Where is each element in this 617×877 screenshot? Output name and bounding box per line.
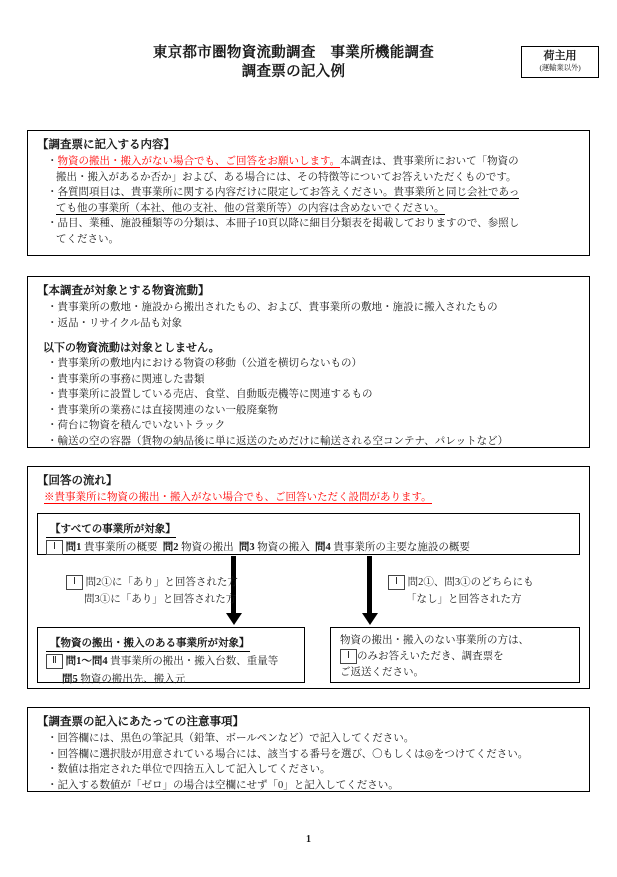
- roman-numeral-1-icon: Ⅰ: [340, 649, 357, 664]
- flow-red-note-text: ※貴事業所に物資の搬出・搬入がない場合でも、ご回答いただく設問があります。: [44, 492, 432, 503]
- section-filling-notes: [27, 707, 590, 792]
- flow-bottom-left-line1: [46, 654, 296, 670]
- flow-bottom-left-heading: 【物資の搬出・搬入のある事業所が対象】: [46, 636, 250, 652]
- notes-item: ・数値は指定された単位で四捨五入して記入してください。: [47, 764, 331, 775]
- contents-bullet-2-line2: ても他の事業所（本社、他の支社、他の営業所等）の内容は含めないでください。: [56, 202, 445, 214]
- branch-left-line1: 問2①に「あり」と回答された方: [85, 577, 238, 588]
- flow-arrow-right-down-icon: [367, 556, 372, 614]
- title-line-2: 調査票の記入例: [241, 64, 346, 80]
- flow-branch-left-condition: [66, 574, 266, 608]
- flow-box-offices-without-shipments: [330, 627, 580, 683]
- flow-bottom-right-line3: ご返送ください。: [340, 667, 424, 678]
- flow-box-all-offices: [37, 513, 580, 555]
- scope-exclude-item: ・輸送の空の容器（貨物の納品後に単に返送のためだけに輸送される空コンテナ、パレットなど）: [47, 435, 509, 447]
- form-type-badge: [521, 46, 599, 78]
- document-header: [0, 0, 617, 80]
- notes-item-0: 回答欄には、黒色の筆記具（鉛筆、ボールペンなど）で記入してください。: [57, 733, 415, 744]
- contents-bullet-1-rest: 本調査は、貴事業所において「物資の: [340, 156, 519, 167]
- bl-q-text-2: 物資の搬出先、搬入元: [80, 674, 186, 685]
- roman-numeral-2-icon: Ⅱ: [46, 654, 63, 669]
- q4-text: 貴事業所の主要な施設の概要: [333, 542, 470, 553]
- q2-text: 物資の搬出: [181, 542, 234, 553]
- notes-item: ・回答欄に選択肢が用意されている場合には、該当する番号を選び、〇もしくは◎をつけてください。: [47, 748, 529, 760]
- q4-label: 問4: [315, 542, 331, 553]
- flow-branch-right-condition: [388, 574, 588, 608]
- bl-q-label-2: 問5: [62, 674, 78, 685]
- q1-label: 問1: [65, 542, 82, 553]
- scope-exclude-item: ・荷台に物資を積んでいないトラック: [47, 420, 226, 431]
- section-survey-contents: [27, 130, 590, 256]
- flow-bottom-left-line2: [46, 672, 296, 688]
- contents-bullet-3-line1: 品目、業種、施設種類等の分類は、本冊子10頁以降に細目分類表を掲載しておりますので、参照し: [57, 218, 520, 229]
- branch-right-line2: 「なし」と回答された方: [406, 594, 522, 605]
- flow-bottom-right-line2: [340, 649, 571, 665]
- flow-top-heading: 【すべての事業所が対象】: [46, 522, 176, 538]
- scope-include-item: ・貴事業所の敷地・施設から搬出されたもの、および、貴事業所の敷地・施設に搬入されたもの: [47, 302, 498, 313]
- notes-item-2: 数値は指定された単位で四捨五入して記入してください。: [57, 764, 331, 775]
- bl-q-text-1: 貴事業所の搬出・搬入台数、重量等: [110, 656, 279, 667]
- flow-bottom-right-line2-rest: のみお答えいただき、調査票を: [357, 651, 504, 662]
- scope-exclude-1: 貴事業所の事務に関連した書類: [57, 373, 205, 385]
- bl-q-label-1: 問1～問4: [65, 656, 108, 667]
- scope-exclude-0: 貴事業所の敷地内における物資の移動（公道を横切らないもの）: [57, 358, 362, 369]
- scope-include-1: 返品・リサイクル品も対象: [57, 317, 183, 329]
- notes-item: ・回答欄には、黒色の筆記具（鉛筆、ボールペンなど）で記入してください。: [47, 733, 415, 744]
- contents-bullet-2: ・各質問項目は、貴事業所に関する内容だけに限定してお答えください。貴事業所と同じ会社であっ ても他の事業所（本社、他の支社、他の営業所等）の内容は含めないでください。: [47, 187, 520, 214]
- contents-bullet-1-red: 物資の搬出・搬入がない場合でも、ご回答をお願いします。: [57, 156, 341, 167]
- section-scope-title: 【本調査が対象とする物資流動】: [37, 285, 210, 297]
- q1-text: 貴事業所の概要: [84, 542, 158, 553]
- section-contents-title: 【調査票に記入する内容】: [37, 139, 175, 151]
- scope-exclude-2: 貴事業所に設置している売店、食堂、自動販売機等に関連するもの: [57, 389, 373, 400]
- contents-bullet-1-line2: 搬出・搬入があるか否か」および、ある場合には、その特徴等についてお答えいただくものです。: [56, 171, 517, 183]
- scope-exclude-item: ・貴事業所に設置している売店、食堂、自動販売機等に関連するもの: [47, 389, 373, 400]
- contents-bullet-1: ・物資の搬出・搬入がない場合でも、ご回答をお願いします。本調査は、貴事業所において「物資の 搬出・搬入があるか否か」および、ある場合には、その特徴等についてお答えいただくものです。: [37, 154, 580, 185]
- contents-bullet-3: ・品目、業種、施設種類等の分類は、本冊子10頁以降に細目分類表を掲載しておりますので、参照し てください。: [37, 216, 580, 247]
- notes-item: ・記入する数値が「ゼロ」の場合は空欄にせず「0」と記入してください。: [47, 779, 399, 791]
- notes-item-3: 記入する数値が「ゼロ」の場合は空欄にせず「0」と記入してください。: [57, 779, 399, 791]
- scope-exclude-heading: 以下の物資流動は対象としません。: [43, 342, 220, 354]
- section-flow-title: 【回答の流れ】: [37, 475, 118, 487]
- scope-exclude-item: ・貴事業所の事務に関連した書類: [47, 373, 205, 385]
- flow-bottom-right-line1: 物資の搬出・搬入のない事業所の方は、: [340, 635, 529, 646]
- branch-left-line2: 問3①に「あり」と回答された方: [84, 594, 237, 605]
- scope-exclude-5: 輸送の空の容器（貨物の納品後に単に返送のためだけに輸送される空コンテナ、パレットなど）: [57, 435, 509, 447]
- title-line-1: 東京都市圏物資流動調査 事業所機能調査: [152, 45, 435, 61]
- badge-main-label: 荷主用: [543, 50, 577, 62]
- scope-exclude-3: 貴事業所の業務には直接関連のない一般廃棄物: [57, 404, 278, 416]
- scope-exclude-item: ・貴事業所の敷地内における物資の移動（公道を横切らないもの）: [47, 358, 362, 369]
- q2-label: 問2: [162, 542, 179, 553]
- flow-red-note: [37, 490, 580, 505]
- scope-include-0: 貴事業所の敷地・施設から搬出されたもの、および、貴事業所の敷地・施設に搬入されたもの: [57, 302, 498, 313]
- contents-bullet-3-line2: てください。: [56, 233, 119, 245]
- section-survey-scope: [27, 276, 590, 448]
- badge-sub-label: (運輸業以外): [539, 63, 581, 72]
- branch-right-line1: 問2①、問3①のどちらにも: [407, 577, 534, 588]
- scope-include-item: ・返品・リサイクル品も対象: [47, 317, 183, 329]
- flow-top-question-row: [46, 540, 571, 556]
- page-number: 1: [306, 834, 311, 845]
- section-notes-title: 【調査票の記入にあたっての注意事項】: [37, 716, 244, 728]
- notes-item-1: 回答欄に選択肢が用意されている場合には、該当する番号を選び、〇もしくは◎をつけてください。: [57, 748, 529, 760]
- scope-exclude-4: 荷台に物資を積んでいないトラック: [57, 420, 226, 431]
- contents-bullet-2-line1: 各質問項目は、貴事業所に関する内容だけに限定してお答えください。貴事業所と同じ会社であっ: [57, 187, 520, 198]
- roman-numeral-1-icon: Ⅰ: [388, 575, 405, 590]
- q3-label: 問3: [238, 542, 255, 553]
- roman-numeral-1-icon: Ⅰ: [46, 540, 63, 555]
- roman-numeral-1-icon: Ⅰ: [66, 575, 83, 590]
- flow-box-offices-with-shipments: [37, 627, 305, 683]
- q3-text: 物資の搬入: [257, 542, 310, 553]
- scope-exclude-item: ・貴事業所の業務には直接関連のない一般廃棄物: [47, 404, 278, 416]
